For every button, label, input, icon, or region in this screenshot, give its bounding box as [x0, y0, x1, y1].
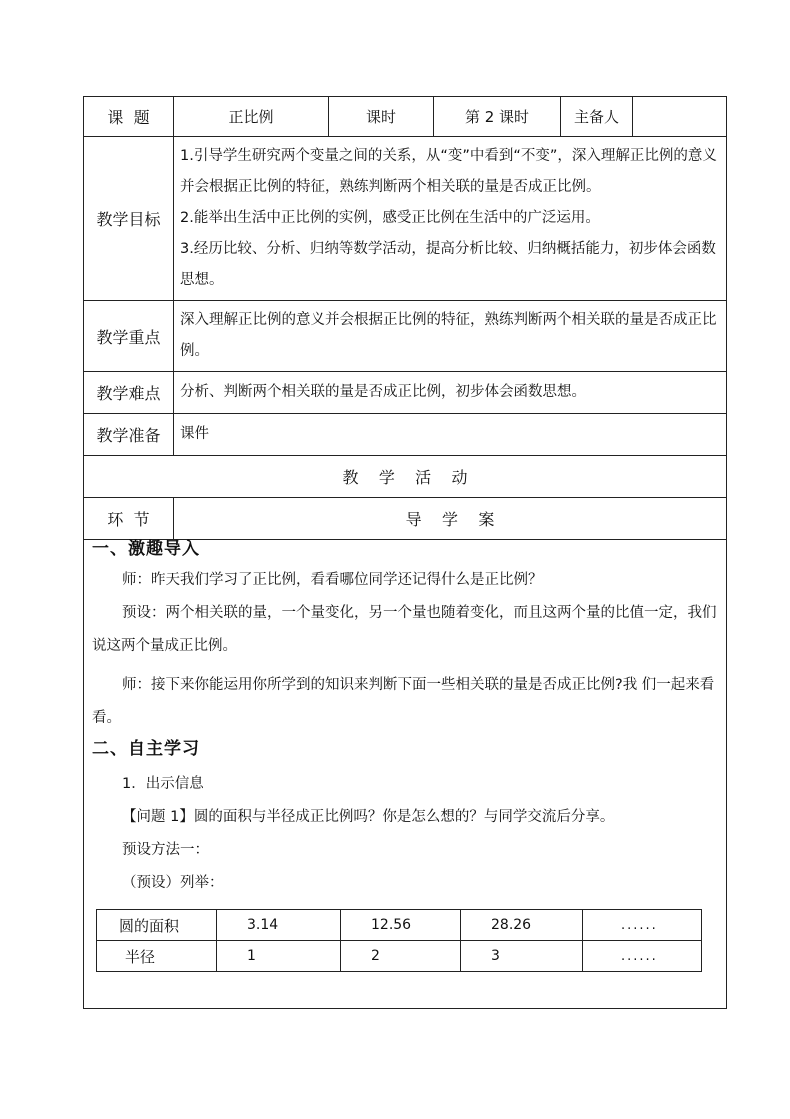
- preparation-label: 教学准备: [84, 414, 174, 456]
- part1-teacher-question: 师：昨天我们学习了正比例，看看哪位同学还记得什么是正比例？: [122, 572, 543, 588]
- period-value: 第 2 课时: [434, 97, 561, 137]
- preparation-row: [84, 414, 727, 456]
- activities-title: 教 学 活 动: [84, 456, 727, 498]
- key-points-text: 深入理解正比例的意义并会根据正比例的特征，熟练判断两个相关联的量是否成正比例。: [174, 301, 727, 372]
- period-label: 课时: [329, 97, 434, 137]
- key-points-label: 教学重点: [84, 301, 174, 372]
- table-cell: 1: [217, 941, 341, 972]
- part2-heading: 二、自主学习: [92, 739, 200, 759]
- difficulties-text: 分析、判断两个相关联的量是否成正比例，初步体会函数思想。: [174, 372, 727, 414]
- objectives-cell: [174, 137, 727, 301]
- activities-row: [84, 456, 727, 498]
- table-cell: 12.56: [341, 910, 461, 941]
- lesson-header-table: [83, 96, 727, 540]
- objective-2: 2.能举出生活中正比例的实例，感受正比例在生活中的广泛运用。: [180, 210, 600, 226]
- part2-method: 预设方法一：: [122, 842, 209, 858]
- table-cell: 3.14: [217, 910, 341, 941]
- part2-question: 【问题 1】圆的面积与半径成正比例吗？你是怎么想的？与同学交流后分享。: [122, 809, 615, 825]
- preparation-text: 课件: [174, 414, 727, 456]
- table-cell: ......: [583, 910, 702, 941]
- section-label: 环 节: [84, 498, 174, 540]
- table-cell: ......: [583, 941, 702, 972]
- difficulties-label: 教学难点: [84, 372, 174, 414]
- part1-preset-answer: 预设：两个相关联的量，一个量变化，另一个量也随着变化，而且这两个量的比值一定，我们说这两个量成正比例。: [92, 605, 717, 654]
- part2-listing: （预设）列举：: [122, 875, 224, 891]
- table-row: [97, 910, 702, 941]
- area-radius-table: [96, 909, 702, 972]
- key-points-row: [84, 301, 727, 372]
- table-cell: 2: [341, 941, 461, 972]
- difficulties-row: [84, 372, 727, 414]
- table-cell: 3: [461, 941, 583, 972]
- preparer-value: [633, 97, 727, 137]
- objectives-row: [84, 137, 727, 301]
- objective-3: 3.经历比较、分析、归纳等数学活动，提高分析比较、归纳概括能力，初步体会函数思想。: [180, 241, 716, 288]
- part2-step: 1．出示信息: [122, 776, 204, 792]
- part1-teacher-transition: 师：接下来你能运用你所学到的知识来判断下面一些相关联的量是否成正比例?我 们一起来看看。: [92, 677, 715, 726]
- table-row: [97, 941, 702, 972]
- objective-1: 1.引导学生研究两个变量之间的关系，从“变”中看到“不变”，深入理解正比例的意义并会根据正比例的特征，熟练判断两个相关联的量是否成正比例。: [180, 148, 717, 195]
- section-value: 导 学 案: [174, 498, 727, 540]
- table-cell: 28.26: [461, 910, 583, 941]
- table-cell: 圆的面积: [97, 910, 217, 941]
- objectives-label: 教学目标: [84, 137, 174, 301]
- preparer-label: 主备人: [561, 97, 633, 137]
- topic-value: 正比例: [174, 97, 329, 137]
- table-cell: 半径: [97, 941, 217, 972]
- header-row: [84, 97, 727, 137]
- topic-label: 课 题: [84, 97, 174, 137]
- part1-heading: 一、激趣导入: [92, 539, 200, 559]
